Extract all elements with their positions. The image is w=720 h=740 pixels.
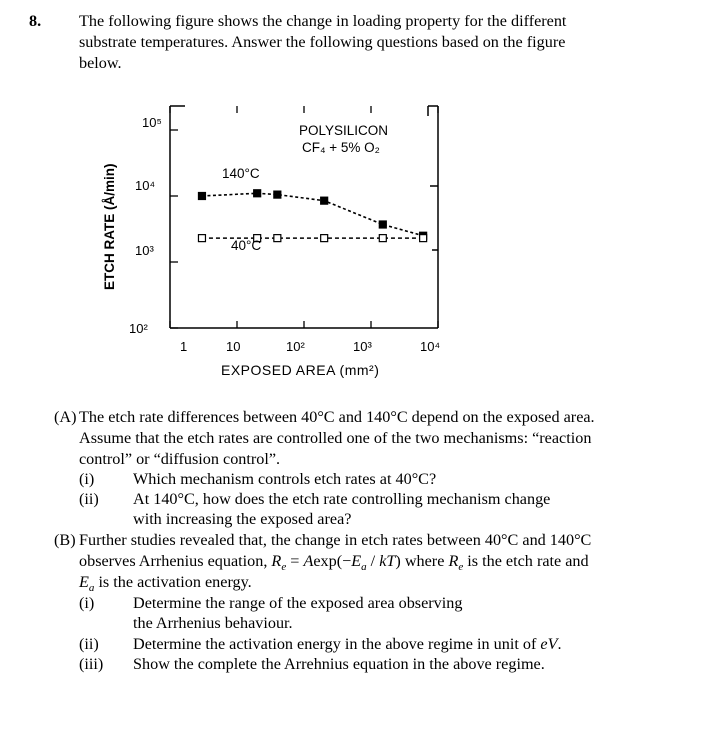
part-b-ii-label: (ii) (79, 635, 99, 653)
part-a-i-label: (i) (79, 470, 95, 488)
x-tick-label: 1 (180, 339, 188, 354)
y-tick-label: 10⁵ (142, 115, 162, 130)
part-a-i-text: Which mechanism controls etch rates at 40°C? (133, 470, 437, 488)
series-line-140c (202, 193, 423, 235)
part-b-line-2: observes Arrhenius equation, $R_e = Aexp(-E_a / kT)$ where $R_e$ is the etch rate and (79, 552, 589, 574)
part-a-ii-line-1: At 140°C, how does the etch rate controlling mechanism change (133, 490, 551, 508)
series-label-40: 40°C (231, 238, 262, 253)
annotation-material: POLYSILICON (299, 123, 389, 138)
x-tick-label: 10² (286, 339, 305, 354)
part-a-line-1: The etch rate differences between 40°C and 140°C depend on the exposed area. (79, 408, 595, 426)
part-a-label: (A) (54, 408, 77, 426)
question-number: 8. (29, 12, 42, 30)
part-b-i-line-2: the Arrhenius behaviour. (133, 614, 293, 632)
data-point-40c (321, 235, 328, 242)
data-point-140c (379, 221, 386, 228)
x-tick-label: 10³ (353, 339, 372, 354)
data-point-140c (321, 197, 328, 204)
intro-line-2: substrate temperatures. Answer the following questions based on the figure (79, 33, 566, 51)
x-axis-label: EXPOSED AREA (mm²) (221, 362, 380, 378)
series-label-140: 140°C (222, 166, 260, 181)
annotation-gas: CF₄ + 5% O₂ (302, 140, 380, 155)
x-tick-label: 10 (226, 339, 241, 354)
y-tick-label: 10⁴ (135, 178, 156, 193)
y-axis-label: ETCH RATE (Å/min) (102, 163, 117, 290)
part-a-ii-line-2: with increasing the exposed area? (133, 510, 352, 528)
intro-line-3: below. (79, 54, 122, 72)
data-point-40c (274, 235, 281, 242)
part-b-line-3: $E_a$ is the activation energy. (79, 573, 252, 595)
x-tick-label: 10⁴ (420, 339, 441, 354)
part-b-iii-text: Show the complete the Arrehnius equation in the above regime. (133, 655, 545, 673)
y-tick-label: 10³ (135, 243, 154, 258)
part-a-line-2: Assume that the etch rates are controlled one of the two mechanisms: “reaction (79, 429, 592, 447)
part-b-ii-text: Determine the activation energy in the above regime in unit of eV. (133, 635, 562, 653)
data-point-140c (274, 191, 281, 198)
part-a-ii-label: (ii) (79, 490, 99, 508)
data-point-140c (254, 190, 261, 197)
part-a-line-3: control” or “diffusion control”. (79, 450, 281, 468)
data-point-40c (379, 235, 386, 242)
y-tick-label: 10² (129, 321, 148, 336)
part-b-line-1: Further studies revealed that, the change in etch rates between 40°C and 140°C (79, 531, 592, 549)
part-b-i-line-1: Determine the range of the exposed area observing (133, 594, 463, 612)
part-b-label: (B) (54, 531, 76, 549)
intro-line-1: The following figure shows the change in loading property for the different (79, 12, 567, 30)
data-point-40c (420, 235, 427, 242)
data-point-140c (198, 193, 205, 200)
data-point-40c (198, 235, 205, 242)
part-b-i-label: (i) (79, 594, 95, 612)
part-b-iii-label: (iii) (79, 655, 104, 673)
